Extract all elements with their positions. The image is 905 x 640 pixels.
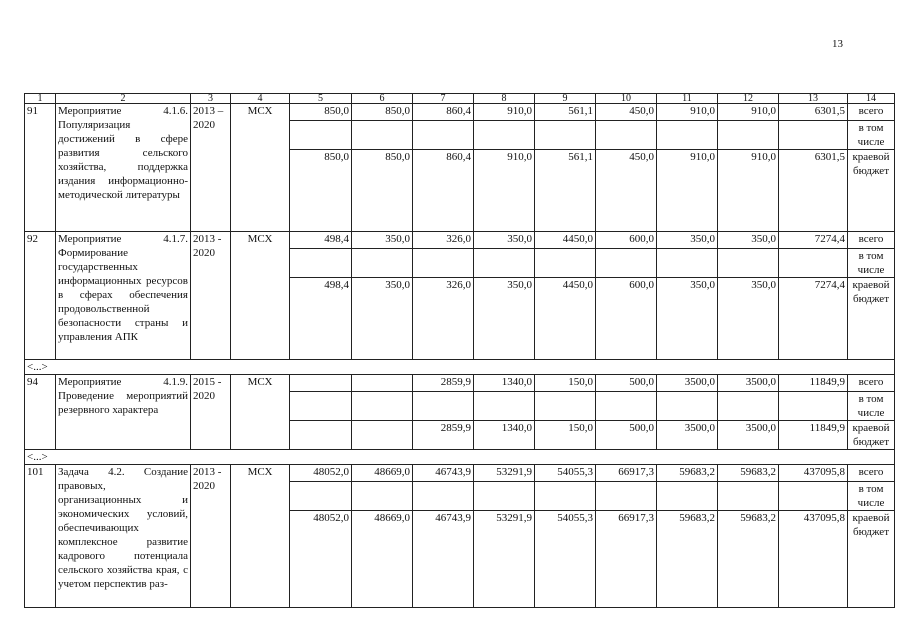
total-value: 11849,9 [779,375,848,392]
label-including: в том числе [848,392,895,421]
total-value: 2859,9 [413,375,474,392]
header-cell: 3 [191,94,231,104]
empty-cell [474,392,535,421]
header-cell: 2 [56,94,191,104]
empty-cell [596,392,657,421]
label-total: всего [848,465,895,482]
total-value: 450,0 [596,104,657,121]
empty-cell [718,392,779,421]
empty-cell [718,482,779,511]
empty-cell [779,249,848,278]
total-value: 54055,3 [535,465,596,482]
empty-cell [352,121,413,150]
budget-value: 450,0 [596,150,657,232]
budget-value: 150,0 [535,421,596,450]
label-regional-budget: краевой бюджет [848,511,895,608]
total-value: 860,4 [413,104,474,121]
total-value: 48669,0 [352,465,413,482]
empty-cell [413,249,474,278]
empty-cell [290,249,352,278]
total-value: 850,0 [290,104,352,121]
budget-value: 910,0 [474,150,535,232]
budget-value: 53291,9 [474,511,535,608]
measure-name: Мероприятие 4.1.7. Формирование государственных информационных ресурсов в сферах обеспечения продовольственной безопасности страны и управления АПК [56,232,191,360]
total-value [290,375,352,392]
total-value: 561,1 [535,104,596,121]
measure-name: Мероприятие 4.1.6. Популяризация достижений в сфере развития сельского хозяйства, поддержка издания информационно-методической литературы [56,104,191,232]
total-value: 850,0 [352,104,413,121]
executor: МСХ [231,232,290,360]
label-total: всего [848,104,895,121]
empty-cell [596,482,657,511]
table-row [25,232,895,249]
budget-value [352,421,413,450]
table-row [25,104,895,121]
empty-cell [718,121,779,150]
total-value: 53291,9 [474,465,535,482]
empty-cell [290,121,352,150]
budget-value: 1340,0 [474,421,535,450]
budget-value: 6301,5 [779,150,848,232]
empty-cell [657,249,718,278]
header-cell: 7 [413,94,474,104]
empty-cell [352,249,413,278]
empty-cell [596,249,657,278]
label-including: в том числе [848,249,895,278]
empty-cell [290,392,352,421]
header-cell: 4 [231,94,290,104]
total-value: 500,0 [596,375,657,392]
total-value: 59683,2 [657,465,718,482]
row-number: 91 [25,104,56,232]
empty-cell [535,482,596,511]
total-value: 910,0 [474,104,535,121]
total-value: 910,0 [718,104,779,121]
executor: МСХ [231,104,290,232]
header-cell: 5 [290,94,352,104]
total-value: 4450,0 [535,232,596,249]
label-total: всего [848,375,895,392]
budget-value: 59683,2 [657,511,718,608]
budget-value: 46743,9 [413,511,474,608]
empty-cell [413,121,474,150]
empty-cell [474,249,535,278]
header-cell: 11 [657,94,718,104]
table-row [25,375,895,392]
header-cell: 6 [352,94,413,104]
total-value: 498,4 [290,232,352,249]
header-cell: 8 [474,94,535,104]
total-value: 59683,2 [718,465,779,482]
budget-value: 500,0 [596,421,657,450]
budget-value: 600,0 [596,278,657,360]
empty-cell [535,121,596,150]
empty-cell [413,392,474,421]
program-table [24,93,895,608]
measure-name: Задача 4.2. Создание правовых, организационных и экономических условий, обеспечивающих комплексное развитие кадрового потенциала сельского хозяйства края, с учетом перспектив раз- [56,465,191,608]
table-row [25,465,895,482]
label-including: в том числе [848,121,895,150]
total-value: 46743,9 [413,465,474,482]
budget-value: 66917,3 [596,511,657,608]
total-value: 910,0 [657,104,718,121]
header-cell: 12 [718,94,779,104]
empty-cell [474,121,535,150]
empty-cell [535,392,596,421]
budget-value: 561,1 [535,150,596,232]
total-value: 3500,0 [718,375,779,392]
empty-cell [657,392,718,421]
total-value: 350,0 [657,232,718,249]
total-value: 48052,0 [290,465,352,482]
label-including: в том числе [848,482,895,511]
empty-cell [657,121,718,150]
gap-row [25,360,895,375]
budget-value: 860,4 [413,150,474,232]
empty-cell [596,121,657,150]
gap-marker: <...> [25,360,895,375]
budget-value: 850,0 [290,150,352,232]
label-regional-budget: краевой бюджет [848,150,895,232]
budget-value: 350,0 [352,278,413,360]
header-cell: 13 [779,94,848,104]
budget-value: 48669,0 [352,511,413,608]
empty-cell [290,482,352,511]
measure-name: Мероприятие 4.1.9. Проведение мероприятий резервного характера [56,375,191,450]
total-value: 7274,4 [779,232,848,249]
total-value: 350,0 [352,232,413,249]
total-value: 150,0 [535,375,596,392]
budget-value: 910,0 [718,150,779,232]
label-regional-budget: краевой бюджет [848,278,895,360]
row-number: 94 [25,375,56,450]
page-number: 13 [832,38,843,50]
budget-value: 350,0 [718,278,779,360]
row-number: 92 [25,232,56,360]
period-years: 2013 - 2020 [191,232,231,360]
empty-cell [779,482,848,511]
budget-value [290,421,352,450]
budget-value: 910,0 [657,150,718,232]
budget-value: 2859,9 [413,421,474,450]
budget-value: 48052,0 [290,511,352,608]
empty-cell [718,249,779,278]
total-value: 3500,0 [657,375,718,392]
budget-value: 850,0 [352,150,413,232]
header-cell: 10 [596,94,657,104]
empty-cell [413,482,474,511]
header-cell: 1 [25,94,56,104]
header-cell: 9 [535,94,596,104]
budget-value: 54055,3 [535,511,596,608]
total-value: 1340,0 [474,375,535,392]
header-row [25,94,895,104]
empty-cell [779,121,848,150]
total-value: 437095,8 [779,465,848,482]
total-value [352,375,413,392]
budget-value: 326,0 [413,278,474,360]
budget-value: 3500,0 [657,421,718,450]
period-years: 2013 – 2020 [191,104,231,232]
empty-cell [779,392,848,421]
header-cell: 14 [848,94,895,104]
total-value: 600,0 [596,232,657,249]
empty-cell [535,249,596,278]
executor: МСХ [231,465,290,608]
budget-value: 11849,9 [779,421,848,450]
period-years: 2013 - 2020 [191,465,231,608]
empty-cell [352,482,413,511]
total-value: 350,0 [474,232,535,249]
budget-value: 350,0 [474,278,535,360]
empty-cell [657,482,718,511]
total-value: 66917,3 [596,465,657,482]
gap-marker: <...> [25,450,895,465]
row-number: 101 [25,465,56,608]
empty-cell [352,392,413,421]
budget-value: 4450,0 [535,278,596,360]
budget-value: 7274,4 [779,278,848,360]
executor: МСХ [231,375,290,450]
total-value: 326,0 [413,232,474,249]
budget-value: 350,0 [657,278,718,360]
total-value: 6301,5 [779,104,848,121]
budget-value: 437095,8 [779,511,848,608]
label-regional-budget: краевой бюджет [848,421,895,450]
label-total: всего [848,232,895,249]
gap-row [25,450,895,465]
budget-value: 59683,2 [718,511,779,608]
budget-value: 3500,0 [718,421,779,450]
total-value: 350,0 [718,232,779,249]
period-years: 2015 - 2020 [191,375,231,450]
empty-cell [474,482,535,511]
budget-value: 498,4 [290,278,352,360]
